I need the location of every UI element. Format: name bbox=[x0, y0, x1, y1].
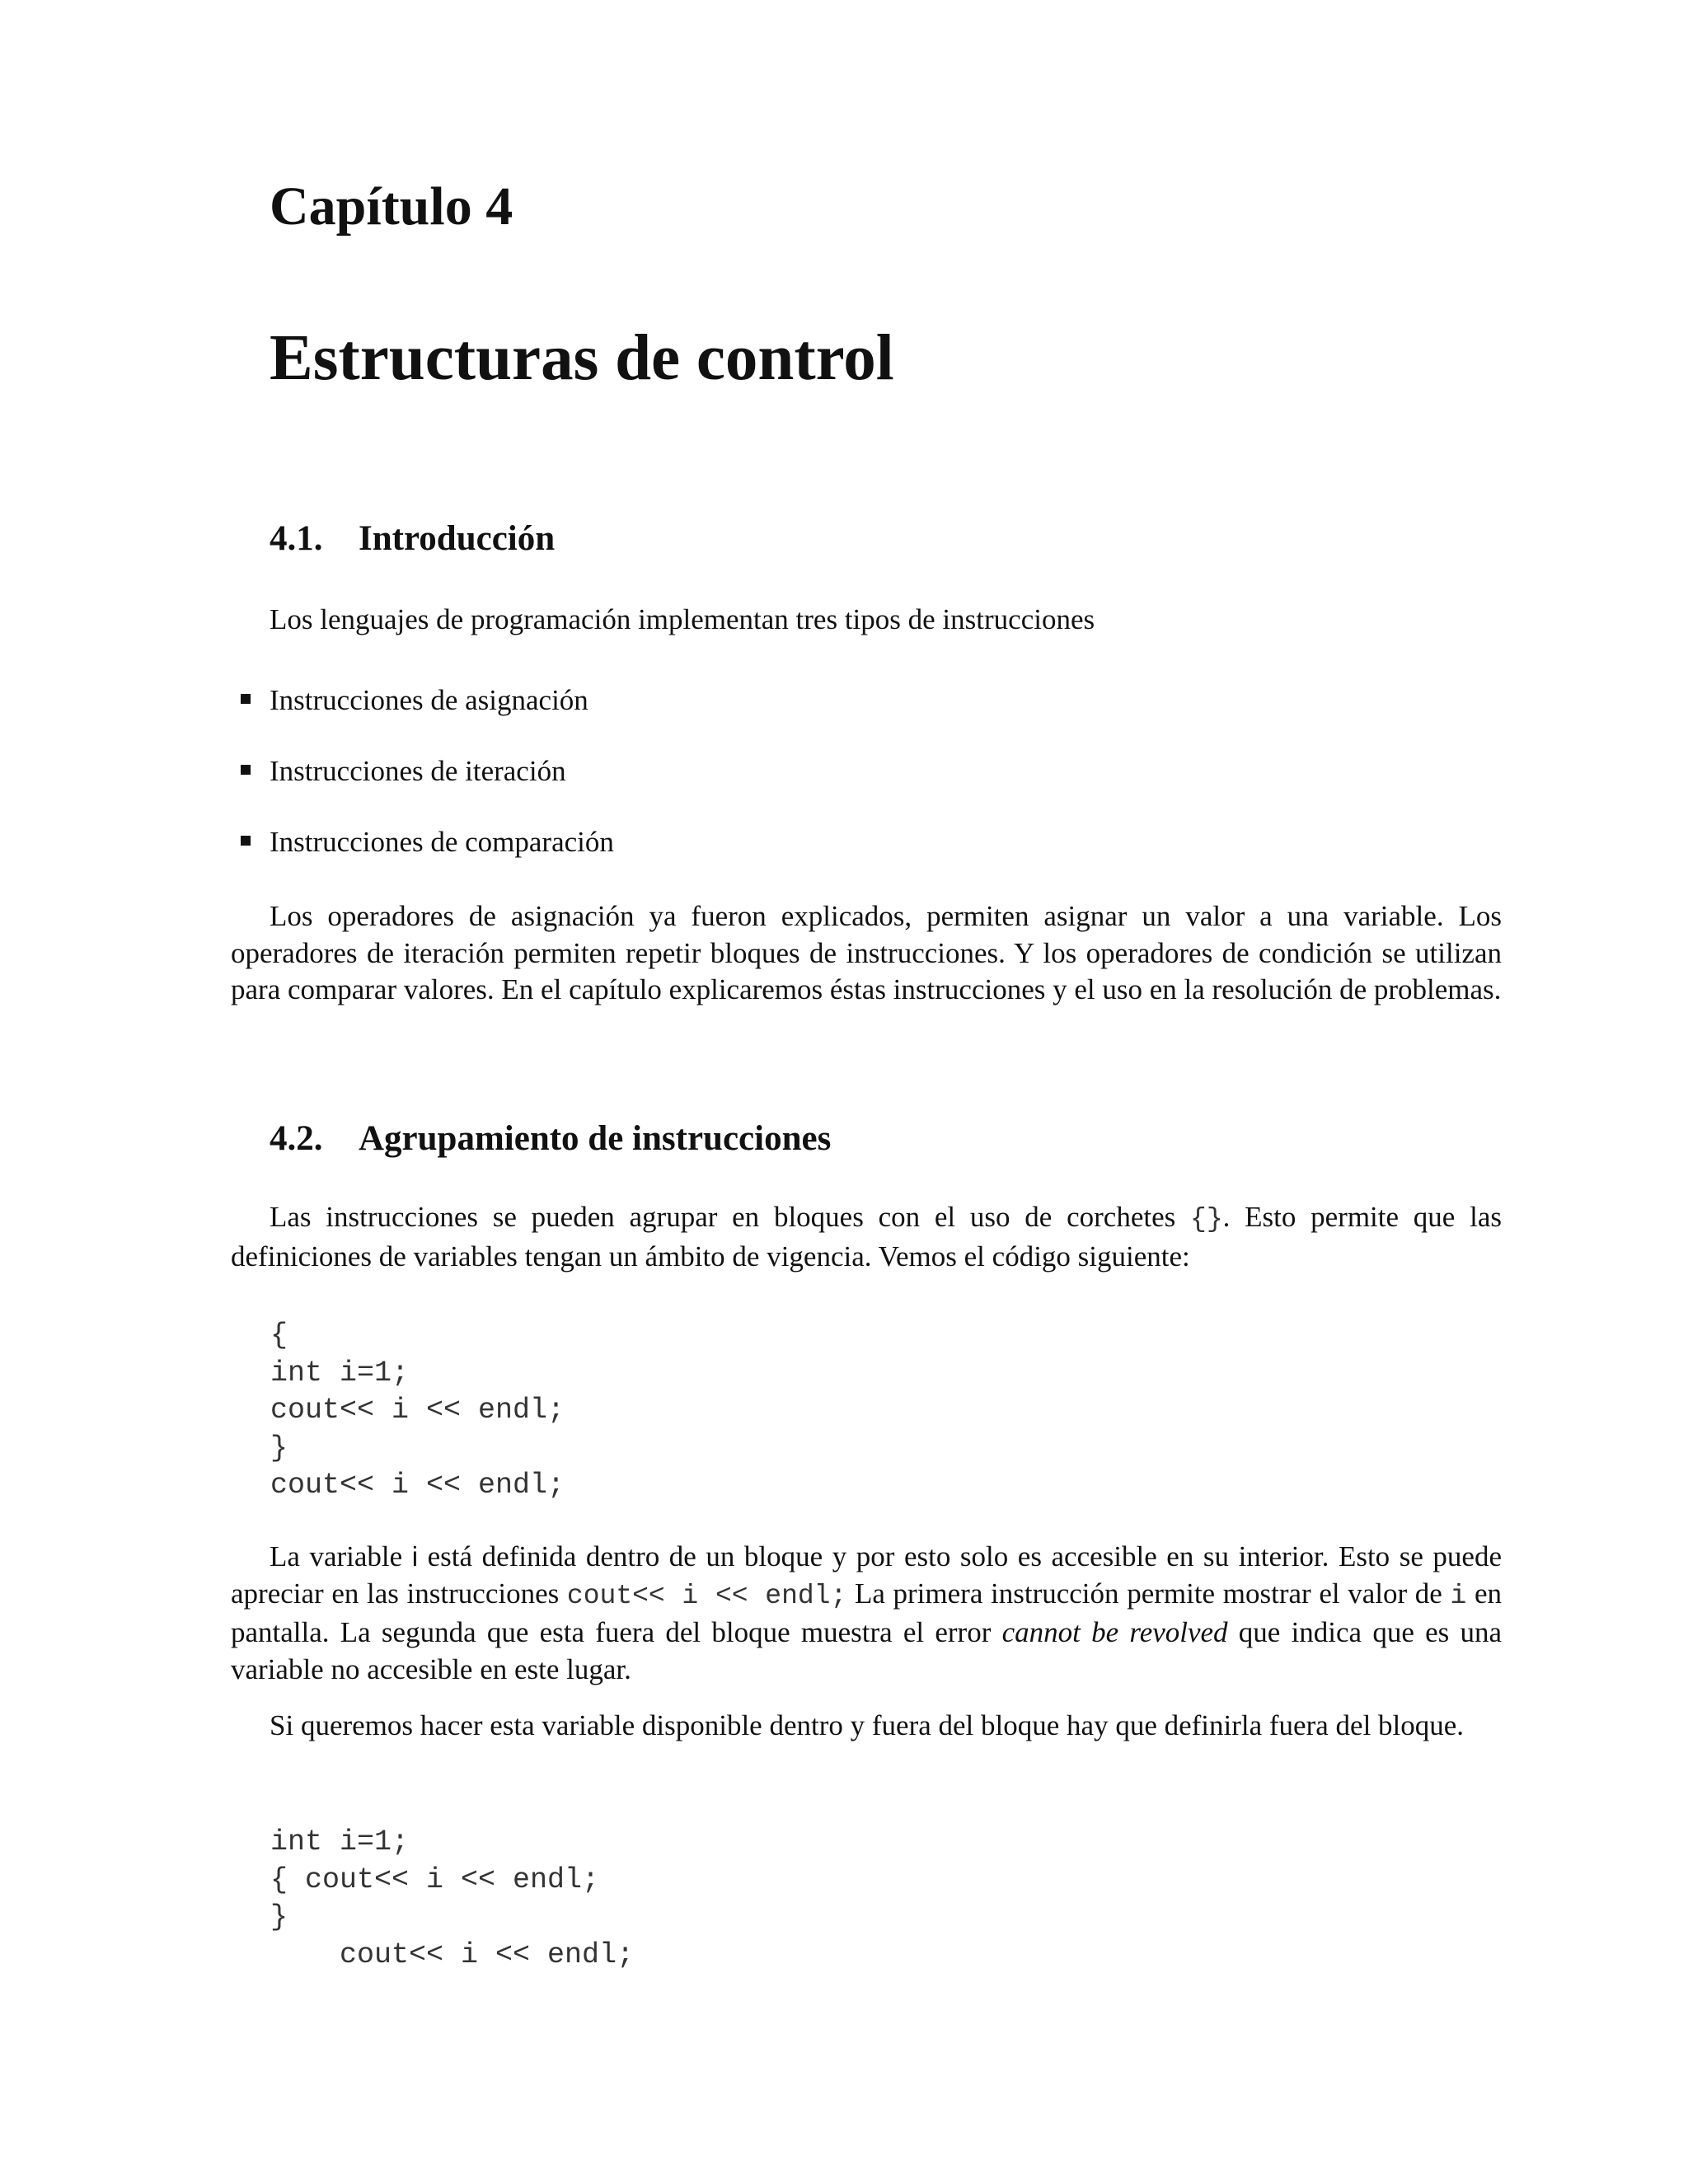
operators-paragraph: Los operadores de asignación ya fueron explicados, permiten asignar un valor a una variable. Los operadores de iteración permiten repetir bloques de instrucciones. Y los operadores de condición se utilizan para comparar valores. En el capítulo explicaremos éstas instrucciones y el uso en la resolución de problemas. bbox=[231, 900, 1502, 1005]
inline-code: {} bbox=[1190, 1204, 1223, 1235]
chapter-title: Estructuras de control bbox=[270, 322, 894, 394]
code-line: cout<< i << endl; bbox=[270, 1469, 565, 1502]
text-run: La primera instrucción permite mostrar el valor de bbox=[846, 1577, 1451, 1610]
section-number: 4.2. bbox=[270, 1119, 323, 1158]
section-title: Introducción bbox=[359, 519, 556, 558]
inline-variable: i bbox=[1450, 1580, 1467, 1611]
instruction-types-list bbox=[241, 682, 614, 895]
code-line: } bbox=[270, 1431, 288, 1465]
section-number: 4.1. bbox=[270, 519, 323, 558]
scope-explanation-paragraph bbox=[231, 1539, 1502, 1688]
error-message-text: cannot be revolved bbox=[1001, 1616, 1228, 1648]
code-line: { cout<< i << endl; bbox=[270, 1863, 600, 1896]
list-item bbox=[241, 824, 614, 895]
code-block-outside bbox=[270, 1824, 634, 1974]
square-bullet-icon bbox=[241, 765, 251, 775]
inline-variable: i bbox=[411, 1541, 419, 1572]
code-line: int i=1; bbox=[270, 1825, 410, 1858]
section-title: Agrupamiento de instrucciones bbox=[359, 1119, 832, 1158]
code-line: cout<< i << endl; bbox=[270, 1394, 565, 1427]
text-run: Las instrucciones se pueden agrupar en bloques con el uso de corchetes bbox=[270, 1201, 1191, 1233]
text-run: La variable bbox=[270, 1540, 412, 1572]
list-item-text: Instrucciones de asignación bbox=[270, 684, 588, 716]
list-item-text: Instrucciones de iteración bbox=[270, 755, 566, 787]
square-bullet-icon bbox=[241, 836, 251, 846]
code-line: { bbox=[270, 1319, 288, 1352]
section-heading-introduccion bbox=[270, 521, 555, 556]
intro-paragraph: Los lenguajes de programación implementan tres tipos de instrucciones bbox=[270, 603, 1095, 635]
grouping-paragraph bbox=[231, 1199, 1502, 1275]
code-block-scope bbox=[270, 1317, 565, 1505]
code-line: cout<< i << endl; bbox=[270, 1938, 635, 1971]
text-run: en pantalla. La segunda que esta fuera del bloque muestra el error bbox=[231, 1577, 1503, 1648]
section-heading-agrupamiento bbox=[270, 1121, 831, 1156]
code-line: int i=1; bbox=[270, 1356, 410, 1390]
outside-definition-paragraph: Si queremos hacer esta variable disponible dentro y fuera del bloque hay que definirla fuera del bloque. bbox=[270, 1709, 1465, 1741]
text-run: que indica que es una variable no accesible en este lugar. bbox=[231, 1616, 1503, 1685]
inline-code: cout<< i << endl; bbox=[566, 1580, 847, 1611]
square-bullet-icon bbox=[241, 694, 251, 704]
code-line: } bbox=[270, 1900, 288, 1933]
text-run: está definida dentro de un bloque y por esto solo es accesible en su interior. Esto se puede apreciar en las instrucciones bbox=[231, 1540, 1503, 1610]
list-item bbox=[241, 753, 614, 824]
text-run: . Esto permite que las definiciones de variables tengan un ámbito de vigencia. Vemos el código siguiente: bbox=[231, 1201, 1502, 1272]
list-item bbox=[241, 682, 614, 753]
list-item-text: Instrucciones de comparación bbox=[270, 826, 614, 858]
chapter-label: Capítulo 4 bbox=[270, 176, 513, 237]
